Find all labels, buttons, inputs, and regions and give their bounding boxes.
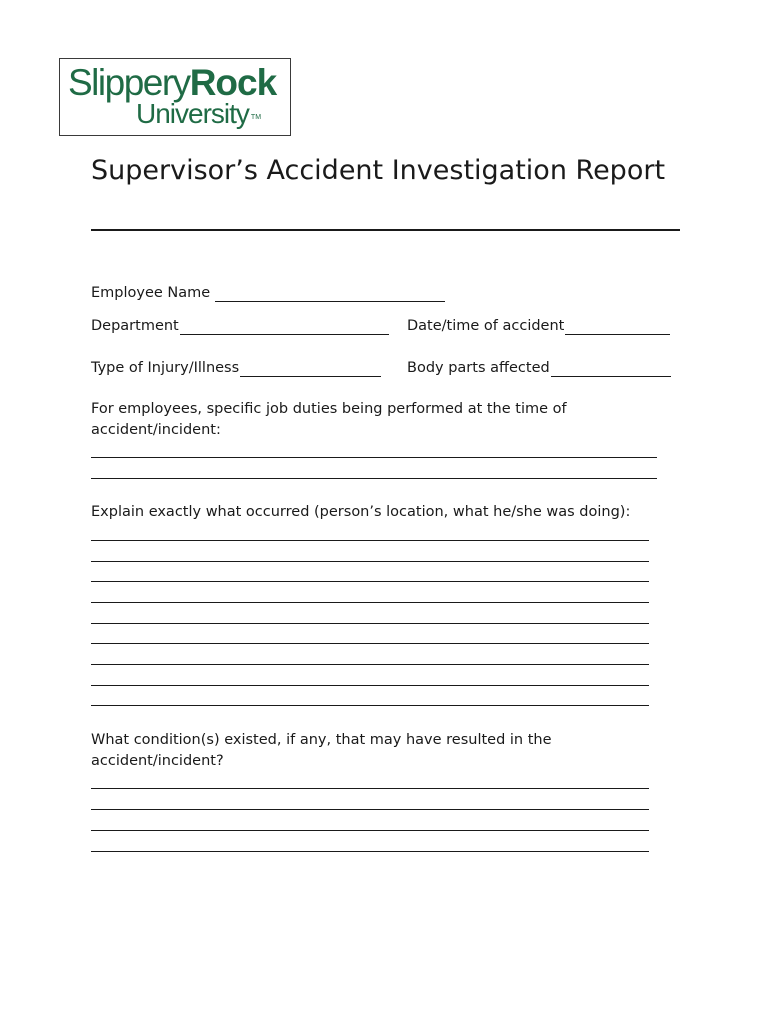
what-occurred-line-5[interactable] (91, 623, 649, 624)
employee-name-label: Employee Name (91, 285, 211, 301)
what-occurred-line-1[interactable] (91, 540, 649, 541)
department-label: Department (91, 318, 179, 334)
injury-type-label: Type of Injury/Illness (91, 360, 240, 376)
what-occurred-line-8[interactable] (91, 685, 649, 686)
date-time-field (407, 317, 670, 335)
body-parts-field (407, 359, 671, 377)
job-duties-question: For employees, specific job duties being performed at the time of accident/incident: (91, 401, 567, 438)
what-occurred-line-2[interactable] (91, 561, 649, 562)
what-occurred-line-3[interactable] (91, 581, 649, 582)
page-title: Supervisor’s Accident Investigation Report (91, 155, 666, 186)
job-duties-line-2[interactable] (91, 478, 657, 479)
what-occurred-line-6[interactable] (91, 643, 649, 644)
injury-type-input[interactable] (240, 362, 381, 377)
conditions-line-2[interactable] (91, 809, 649, 810)
date-time-input[interactable] (565, 320, 670, 335)
employee-name-field (91, 284, 445, 302)
title-underline (91, 229, 680, 231)
department-field (91, 317, 389, 335)
logo-university: University (136, 98, 249, 129)
conditions-line-3[interactable] (91, 830, 649, 831)
conditions-line-4[interactable] (91, 851, 649, 852)
logo-line-2 (136, 98, 262, 129)
what-occurred-question: Explain exactly what occurred (person’s location, what he/she was doing): (91, 504, 631, 520)
logo-trademark: TM (250, 114, 262, 121)
logo-line-1 (68, 63, 276, 103)
conditions-question: What condition(s) existed, if any, that may have resulted in the accident/incident? (91, 732, 552, 769)
what-occurred-line-7[interactable] (91, 664, 649, 665)
conditions-line-1[interactable] (91, 788, 649, 789)
employee-name-input[interactable] (215, 287, 445, 302)
logo-rock: Rock (189, 62, 277, 103)
date-time-label: Date/time of accident (407, 318, 565, 334)
body-parts-input[interactable] (551, 362, 671, 377)
body-parts-label: Body parts affected (407, 360, 550, 376)
injury-type-field (91, 359, 381, 377)
what-occurred-line-4[interactable] (91, 602, 649, 603)
logo-slippery: Slippery (68, 62, 190, 103)
university-logo (59, 58, 291, 136)
what-occurred-line-9[interactable] (91, 705, 649, 706)
job-duties-line-1[interactable] (91, 457, 657, 458)
department-input[interactable] (180, 320, 389, 335)
